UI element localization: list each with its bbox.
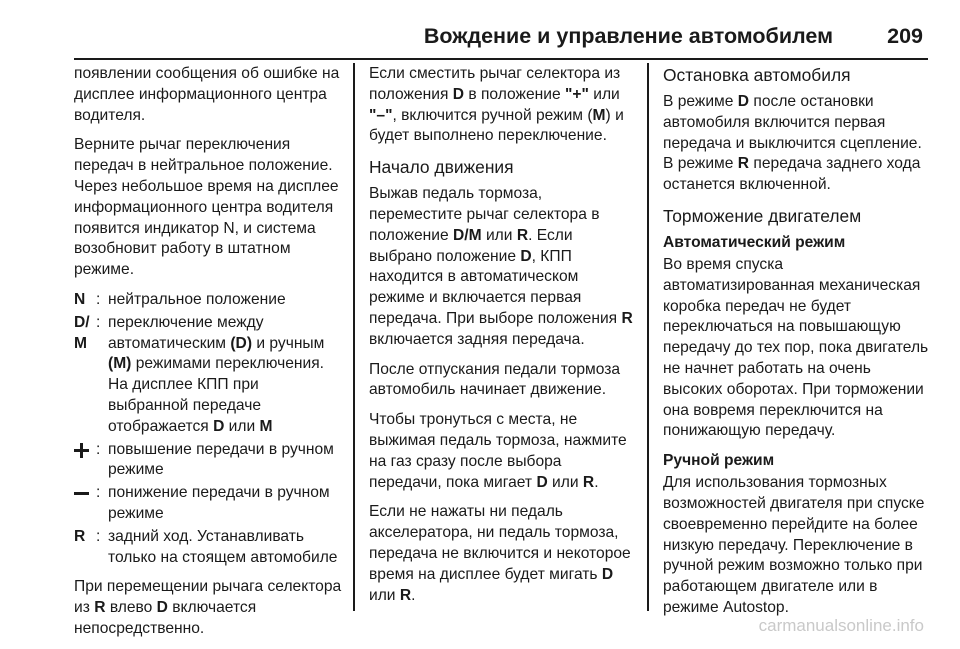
definition-text: нейтральное положение (108, 290, 286, 308)
column-3 (663, 64, 931, 628)
page-title: Вождение и управление автомобилем (423, 24, 833, 48)
paragraph: Верните рычаг переключения передач в нейтральное положение. Через небольшое время на дисплее информационного центра водителя появится индикатор N, и система возобновит работу в штатном режиме. (74, 136, 339, 279)
column-divider-2 (647, 63, 649, 611)
definition-text: переключение между автоматическим (D) и ручным (M) режимами переключения. На дисплее КПП при выбранной передаче отображается D или M (108, 313, 325, 435)
page-number: 209 (887, 24, 923, 48)
column-divider-1 (353, 63, 355, 611)
section-heading: Торможение двигателем (663, 205, 862, 226)
definition-text: повышение передачи в ручном режиме (108, 440, 334, 479)
definition-key: R (74, 527, 86, 545)
paragraph: Если сместить рычаг селектора из положения D в положение "+" или "–", включится ручной режим (M) и будет выполнено переключение. (369, 65, 624, 145)
definition-key: N (74, 290, 86, 308)
paragraph: Во время спуска автоматизированная механическая коробка передач не будет переключаться на повышающую передачу до тех пор, пока двигатель не начнет работать на очень высоких оборотах. При торможении она вовремя переключится на понижающую передачу. (663, 255, 929, 440)
paragraph: В режиме D после остановки автомобиля включится первая передача и выключится сцепление. В режиме R передача заднего хода останется включенной. (663, 93, 922, 194)
section-heading: Начало движения (369, 157, 514, 178)
paragraph: После отпускания педали тормоза автомобиль начинает движение. (369, 360, 621, 399)
subsection-heading: Ручной режим (663, 452, 775, 470)
paragraph: При перемещении рычага селектора из R влево D включается непосредственно. (74, 578, 342, 637)
definition-r: R : задний ход. Устанавливать только на стоящем автомобиле (74, 527, 342, 569)
section-heading: Остановка автомобиля (663, 65, 851, 85)
paragraph: Для использования тормозных возможностей двигателя при спуске своевременно перейдите на более низкую передачу. Переключение в ручной режим возможно только при работающем двигателе или в режиме Autostop. (663, 474, 925, 616)
definition-dm: D/ M : переключение между автоматическим (D) и ручным (M) режимами переключения. На дисплее КПП при выбранной передаче отображается D или M (74, 313, 342, 438)
paragraph: появлении сообщения об ошибке на дисплее информационного центра водителя. (74, 65, 340, 124)
definition-list (74, 290, 342, 568)
definition-plus: : повышение передачи в ручном режиме (74, 440, 342, 482)
definition-text: задний ход. Устанавливать только на стоящем автомобиле (108, 527, 338, 566)
definition-minus: : понижение передачи в ручном режиме (74, 483, 342, 525)
definition-key: D/ M (74, 313, 90, 352)
minus-icon (74, 483, 90, 503)
subsection-heading: Автоматический режим (663, 233, 846, 251)
header-rule (74, 58, 928, 60)
definition-n: N : нейтральное положение (74, 290, 342, 311)
column-1 (74, 64, 342, 649)
paragraph: Если не нажаты ни педаль акселератора, ни педаль тормоза, передача не включится и некоторое время на дисплее будет мигать D или R. (369, 503, 631, 604)
plus-icon (74, 440, 90, 460)
paragraph: Выжав педаль тормоза, переместите рычаг селектора в положение D/M или R. Если выбрано положение D, КПП находится в автоматическом режиме и включается первая передача. При выборе положения R включается задняя передача. (369, 185, 633, 348)
definition-text: понижение передачи в ручном режиме (108, 484, 330, 522)
paragraph: Чтобы тронуться с места, не выжимая педаль тормоза, нажмите на газ сразу после выбора передачи, пока мигает D или R. (369, 411, 627, 491)
watermark: carmanualsonline.info (758, 616, 924, 635)
column-2 (369, 64, 635, 615)
